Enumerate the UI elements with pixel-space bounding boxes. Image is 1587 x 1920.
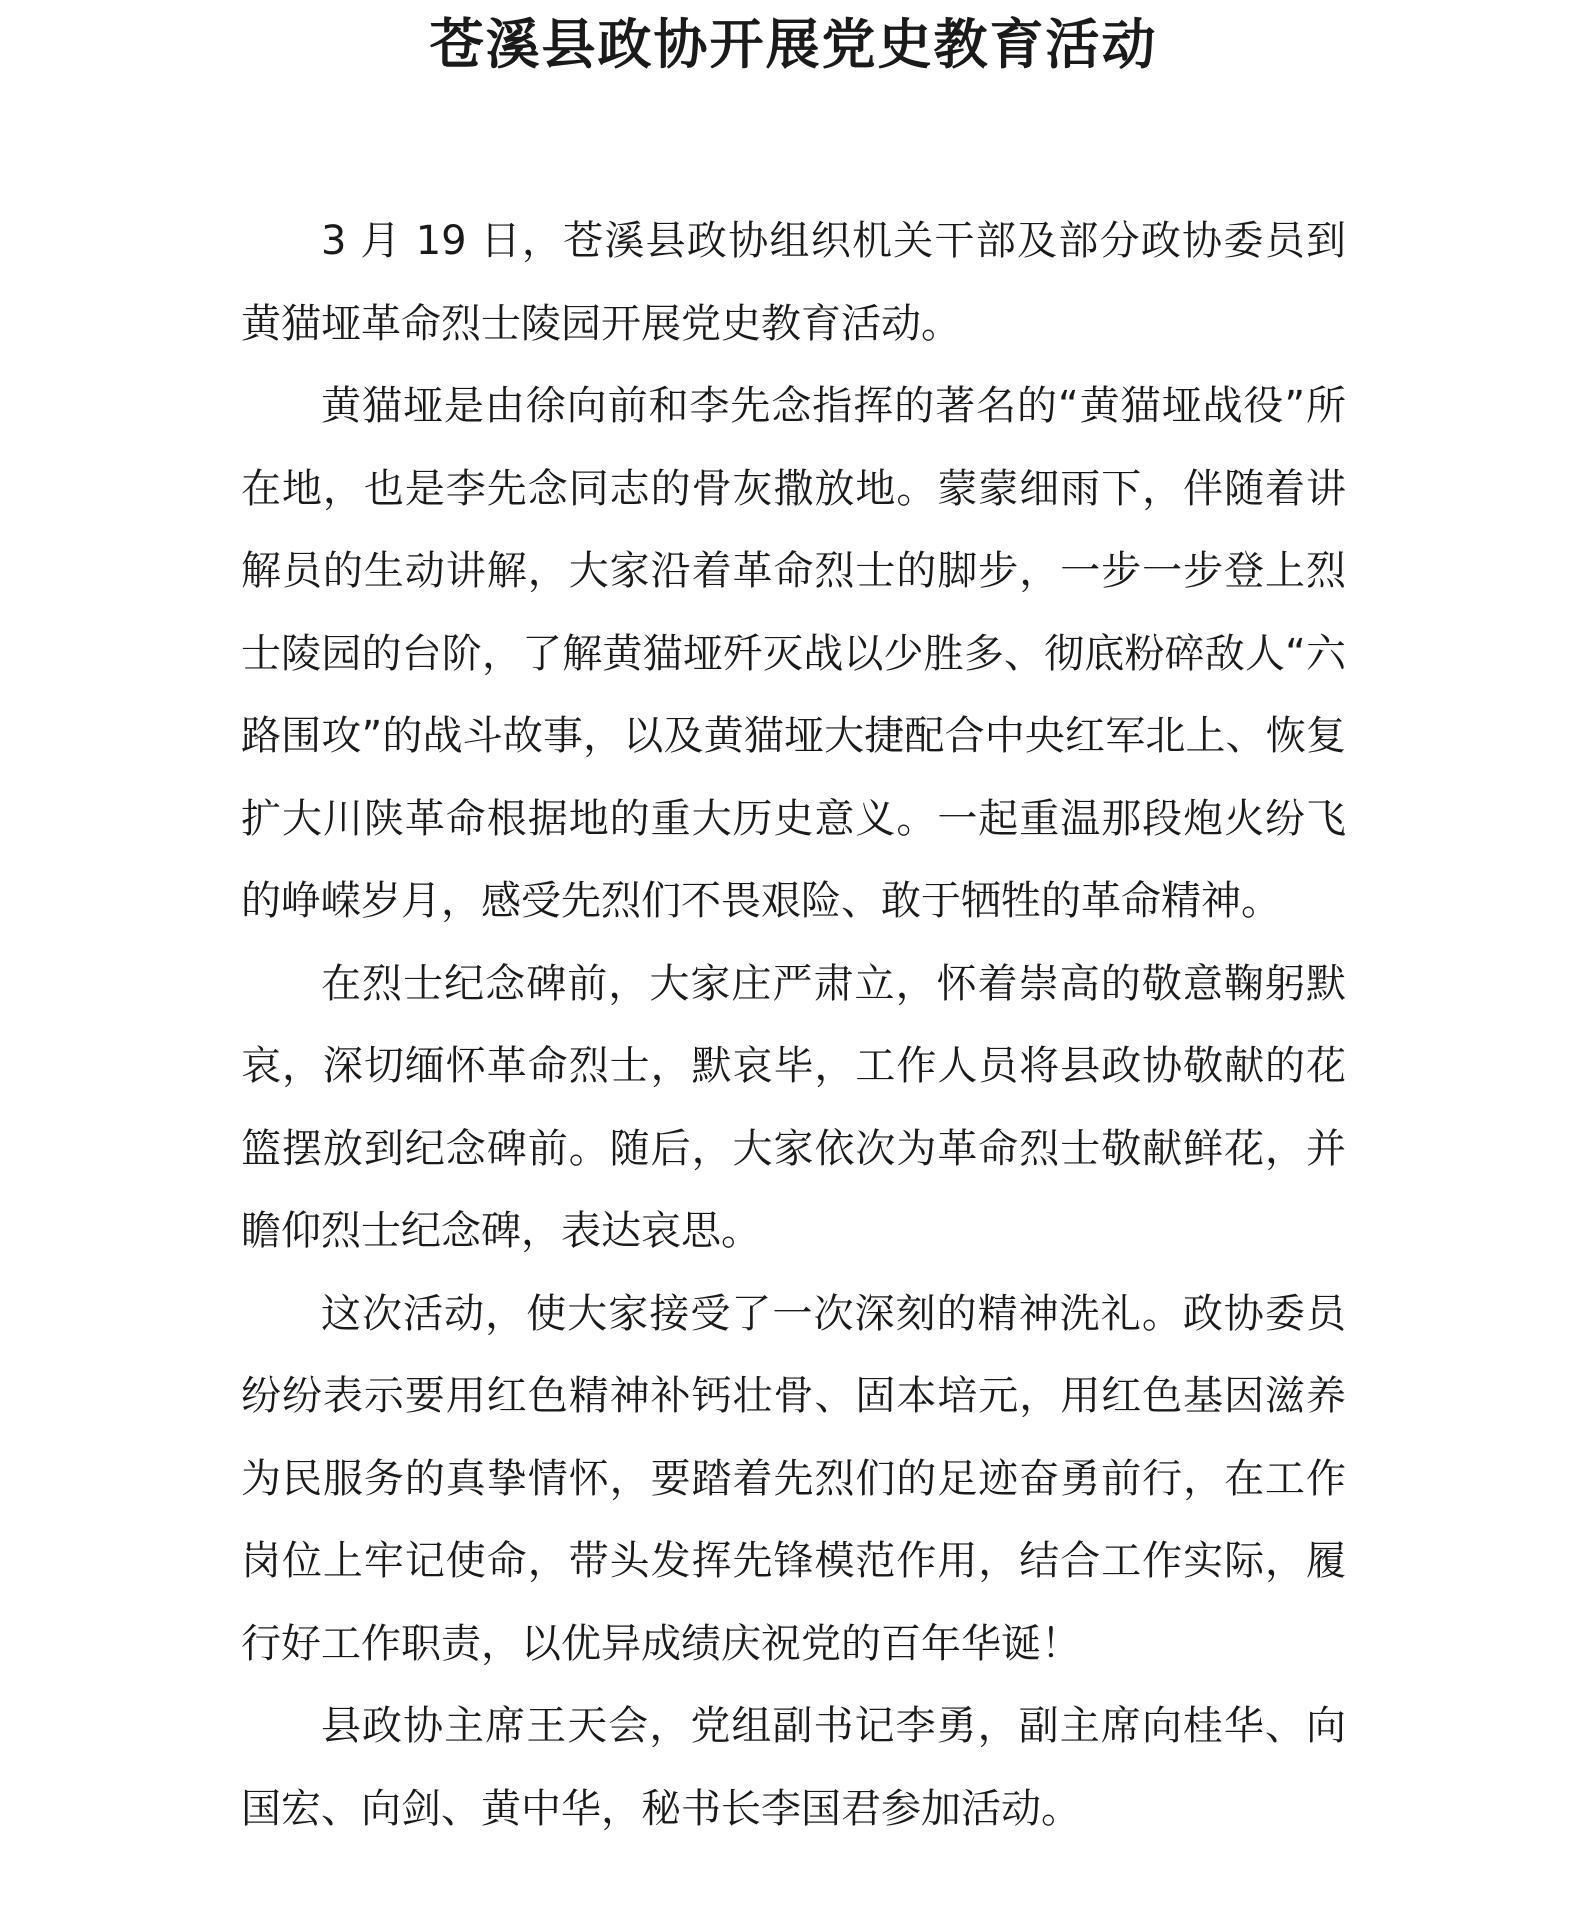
document-title: 苍溪县政协开展党史教育活动 [429,12,1158,76]
paragraph-3: 在烈士纪念碑前，大家庄严肃立，怀着崇高的敬意鞠躬默哀，深切缅怀革命烈士，默哀毕，工作人员将县政协敬献的花篮摆放到纪念碑前。随后，大家依次为革命烈士敬献鲜花，并瞻仰烈士纪念碑，表达哀思。 [241,960,1346,1254]
paragraph-1: 3 月 19 日，苍溪县政协组织机关干部及部分政协委员到黄猫垭革命烈士陵园开展党史教育活动。 [241,218,1346,347]
paragraph-5: 县政协主席王天会，党组副书记李勇，副主席向桂华、向国宏、向剑、黄中华，秘书长李国君参加活动。 [241,1703,1346,1832]
paragraph-4: 这次活动，使大家接受了一次深刻的精神洗礼。政协委员纷纷表示要用红色精神补钙壮骨、固本培元，用红色基因滋养为民服务的真挚情怀，要踏着先烈们的足迹奋勇前行，在工作岗位上牢记使命，带头发挥先锋模范作用，结合工作实际，履行好工作职责，以优异成绩庆祝党的百年华诞！ [241,1290,1346,1667]
document-body [241,200,1346,1850]
paragraph-2: 黄猫垭是由徐向前和李先念指挥的著名的“黄猫垭战役”所在地，也是李先念同志的骨灰撒放地。蒙蒙细雨下，伴随着讲解员的生动讲解，大家沿着革命烈士的脚步，一步一步登上烈士陵园的台阶，了解黄猫垭歼灭战以少胜多、彻底粉碎敌人“六路围攻”的战斗故事，以及黄猫垭大捷配合中央红军北上、恢复扩大川陕革命根据地的重大历史意义。一起重温那段炮火纷飞的峥嵘岁月，感受先烈们不畏艰险、敢于牺牲的革命精神。 [241,383,1346,924]
